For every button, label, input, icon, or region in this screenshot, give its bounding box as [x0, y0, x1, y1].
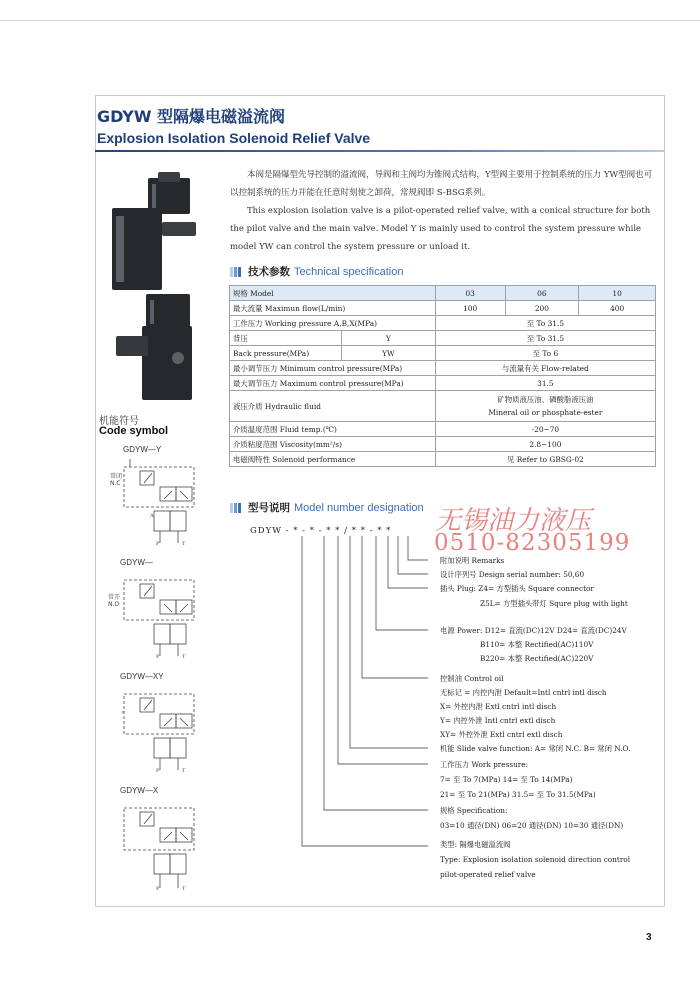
top-rule — [0, 20, 700, 21]
designation-line: 控制油 Control oil — [440, 674, 504, 683]
table-row: 介质温度范围 Fluid temp.(℃) -20~70 — [230, 422, 656, 437]
symbol-label: GDYW—X — [120, 786, 159, 795]
symbol-label: GDYW—XY — [120, 672, 164, 681]
table-row: 液压介质 Hydraulic fluid 矿物质液压油、磷酸脂液压油 Mineral oil or phosphate-ester — [230, 391, 656, 422]
designation-line: 设计序列号 Design serial number: 50,60 — [440, 570, 585, 579]
svg-text:T: T — [182, 541, 186, 547]
designation-line: XY= 外控外泄 Extl cntrl extl disch — [440, 730, 563, 739]
designation-line: X= 外控内泄 Extl cntrl intl disch — [440, 702, 557, 711]
designation-line: B110= 本整 Rectified(AC)110V — [480, 640, 594, 649]
code-symbol-heading-en: Code symbol — [99, 425, 169, 437]
intro-paragraph — [230, 166, 656, 256]
symbol-note: 常开 N.O — [108, 594, 121, 608]
designation-line: 机能 Slide valve function: A= 常闭 N.C. B= 常闭 N.O. — [440, 744, 631, 753]
code-symbol-heading-cn: 机能符号 — [99, 416, 139, 427]
symbol-label: GDYW— — [120, 558, 153, 567]
svg-text:A: A — [150, 513, 154, 519]
intro-text-cn: 本阀是隔爆型先导控制的溢流阀，导阀和主阀均为锥阀式结构，Y型阀主要用于控制系统的压力 YW型阀也可以控制系统的压力并能在任意时刻使之卸荷，常规阀即 S-BSG系列。 — [230, 170, 653, 198]
model-code-string: GDYW - * - * - * * / * * - * * — [250, 526, 392, 536]
designation-line: Y= 内控外泄 Intl cntrl extl disch — [440, 716, 556, 725]
section-bars-icon — [230, 266, 242, 278]
designation-line: pilot-operated relief valve — [440, 870, 536, 879]
tech-spec-heading: 技术参数 Technical specification — [230, 264, 403, 278]
product-photo-2 — [112, 292, 204, 402]
hydraulic-symbol-n — [120, 568, 210, 660]
designation-line: 规格 Specification: — [440, 806, 508, 815]
designation-line: 03=10 通径(DN) 06=20 通径(DN) 10=30 通径(DN) — [440, 821, 624, 830]
table-row: Back pressure(MPa) YW 至 To 6 — [230, 346, 656, 361]
title-underline — [95, 150, 665, 152]
hydraulic-symbol-x — [120, 796, 210, 892]
watermark-phone: 0510-82305199 — [434, 530, 631, 556]
product-photo-1 — [110, 172, 202, 290]
svg-text:P: P — [156, 886, 160, 892]
table-row: 最小调节压力 Minimum control pressure(MPa) 与流量有关 Flow-related — [230, 361, 656, 376]
page-title-cn: GDYW 型隔爆电磁溢流阀 — [97, 107, 286, 126]
symbol-note: 常闭 N.C — [110, 473, 123, 487]
designation-line: Z5L= 方型插头带灯 Squre plug with light — [480, 599, 628, 608]
intro-text-en: This explosion isolation valve is a pilot-operated relief valve, with a conical structure for both the pilot valve and the main valve. Model Y is mainly used to control the system pressure while model YW can control the system pressure or unload it. — [230, 206, 651, 252]
table-row: 介质粘度范围 Viscosity(mm²/s) 2.8~100 — [230, 437, 656, 452]
hydraulic-symbol-y — [120, 455, 210, 547]
designation-line: B220= 本整 Rectified(AC)220V — [480, 654, 594, 663]
svg-text:T: T — [182, 654, 186, 660]
page-number: 3 — [646, 932, 652, 943]
spec-table — [229, 285, 656, 467]
model-designation-heading: 型号说明 Model number designation — [230, 500, 424, 514]
hydraulic-symbol-xy — [120, 682, 210, 774]
table-row: 工作压力 Working pressure A,B,X(MPa) 至 To 31.5 — [230, 316, 656, 331]
symbol-label: GDYW—Y — [123, 445, 162, 454]
designation-line: 附加说明 Remarks — [440, 556, 505, 565]
page-title-en: Explosion Isolation Solenoid Relief Valve — [97, 130, 371, 146]
model-designation-diagram — [228, 520, 668, 890]
section-bars-icon — [230, 502, 242, 514]
table-row: 规格 Model 03 06 10 — [230, 286, 656, 301]
designation-line: 无标记 = 内控内泄 Default=Intl cntrl intl disch — [440, 688, 607, 697]
designation-line: 插头 Plug: Z4= 方型插头 Square connector — [440, 584, 594, 593]
designation-line: 工作压力 Work pressure: — [440, 760, 529, 769]
svg-text:T: T — [182, 886, 186, 892]
designation-line: 21= 至 To 21(MPa) 31.5= 至 To 31.5(MPa) — [440, 790, 596, 799]
svg-text:P: P — [156, 541, 160, 547]
designation-line: 类型: 隔爆电磁溢流阀 — [440, 840, 511, 849]
designation-line: Type: Explosion isolation solenoid direction control — [440, 855, 631, 864]
table-row: 电磁阀特性 Solenoid performance 见 Refer to GBSG-02 — [230, 452, 656, 467]
table-row: 最大调节压力 Maximum control pressure(MPa) 31.5 — [230, 376, 656, 391]
svg-text:P: P — [156, 768, 160, 774]
table-row: 最大流量 Maximun flow(L/min) 100 200 400 — [230, 301, 656, 316]
designation-line: 电源 Power: D12= 直流(DC)12V D24= 直流(DC)24V — [440, 626, 627, 635]
watermark-company: 无锡油力液压 — [435, 506, 592, 536]
designation-line: 7= 至 To 7(MPa) 14= 至 To 14(MPa) — [440, 775, 573, 784]
table-row: 背压 Y 至 To 31.5 — [230, 331, 656, 346]
svg-text:T: T — [182, 768, 186, 774]
svg-text:P: P — [156, 654, 160, 660]
